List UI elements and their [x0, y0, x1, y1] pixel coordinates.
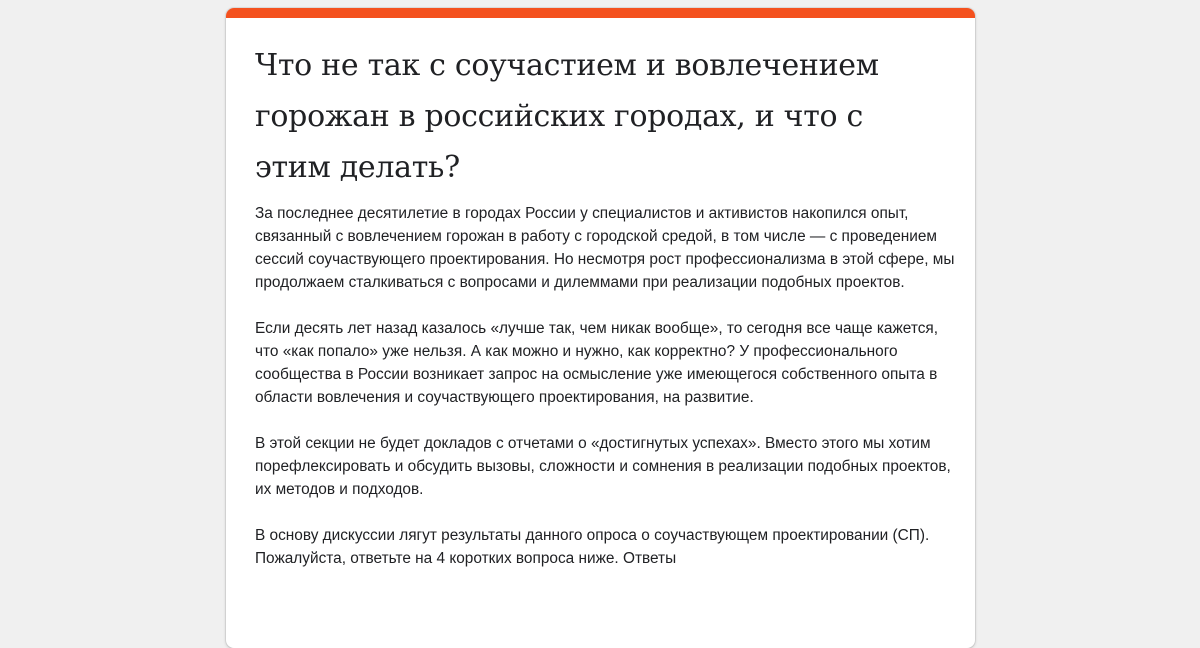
description-paragraph-4: В основу дискуссии лягут результаты данного опроса о соучаствующем проектировании (СП). Пожалуйста, ответьте на 4 коротких вопроса ниже. Ответы: [255, 527, 930, 567]
theme-accent-bar: [226, 8, 975, 18]
description-paragraph-3: В этой секции не будет докладов с отчетами о «достигнутых успехах». Вместо этого мы хотим порефлексировать и обсудить вызовы, сложности и сомнения в реализации подобных проектов, их методов и подходов.: [255, 435, 951, 498]
description-paragraph-2: Если десять лет назад казалось «лучше так, чем никак вообще», то сегодня все чаще кажется, что «как попало» уже нельзя. А как можно и нужно, как корректно? У профессионального сообщества в России возникает запрос на осмысление уже имеющегося собственного опыта в области вовлечения и соучаствующего проектирования, на развитие.: [255, 320, 939, 406]
form-header-card: [226, 8, 975, 648]
form-description: [255, 202, 955, 593]
form-title: Что не так с соучастием и вовлечением горожан в российских городах, и что с этим делать?: [255, 48, 879, 185]
description-paragraph-1: За последнее десятилетие в городах России у специалистов и активистов накопился опыт, связанный с вовлечением горожан в работу с городской средой, в том числе — с проведением сессий соучаствующего проектирования. Но несмотря рост профессионализма в этой сфере, мы продолжаем сталкиваться с вопросами и дилеммами при реализации подобных проектов.: [255, 205, 955, 291]
